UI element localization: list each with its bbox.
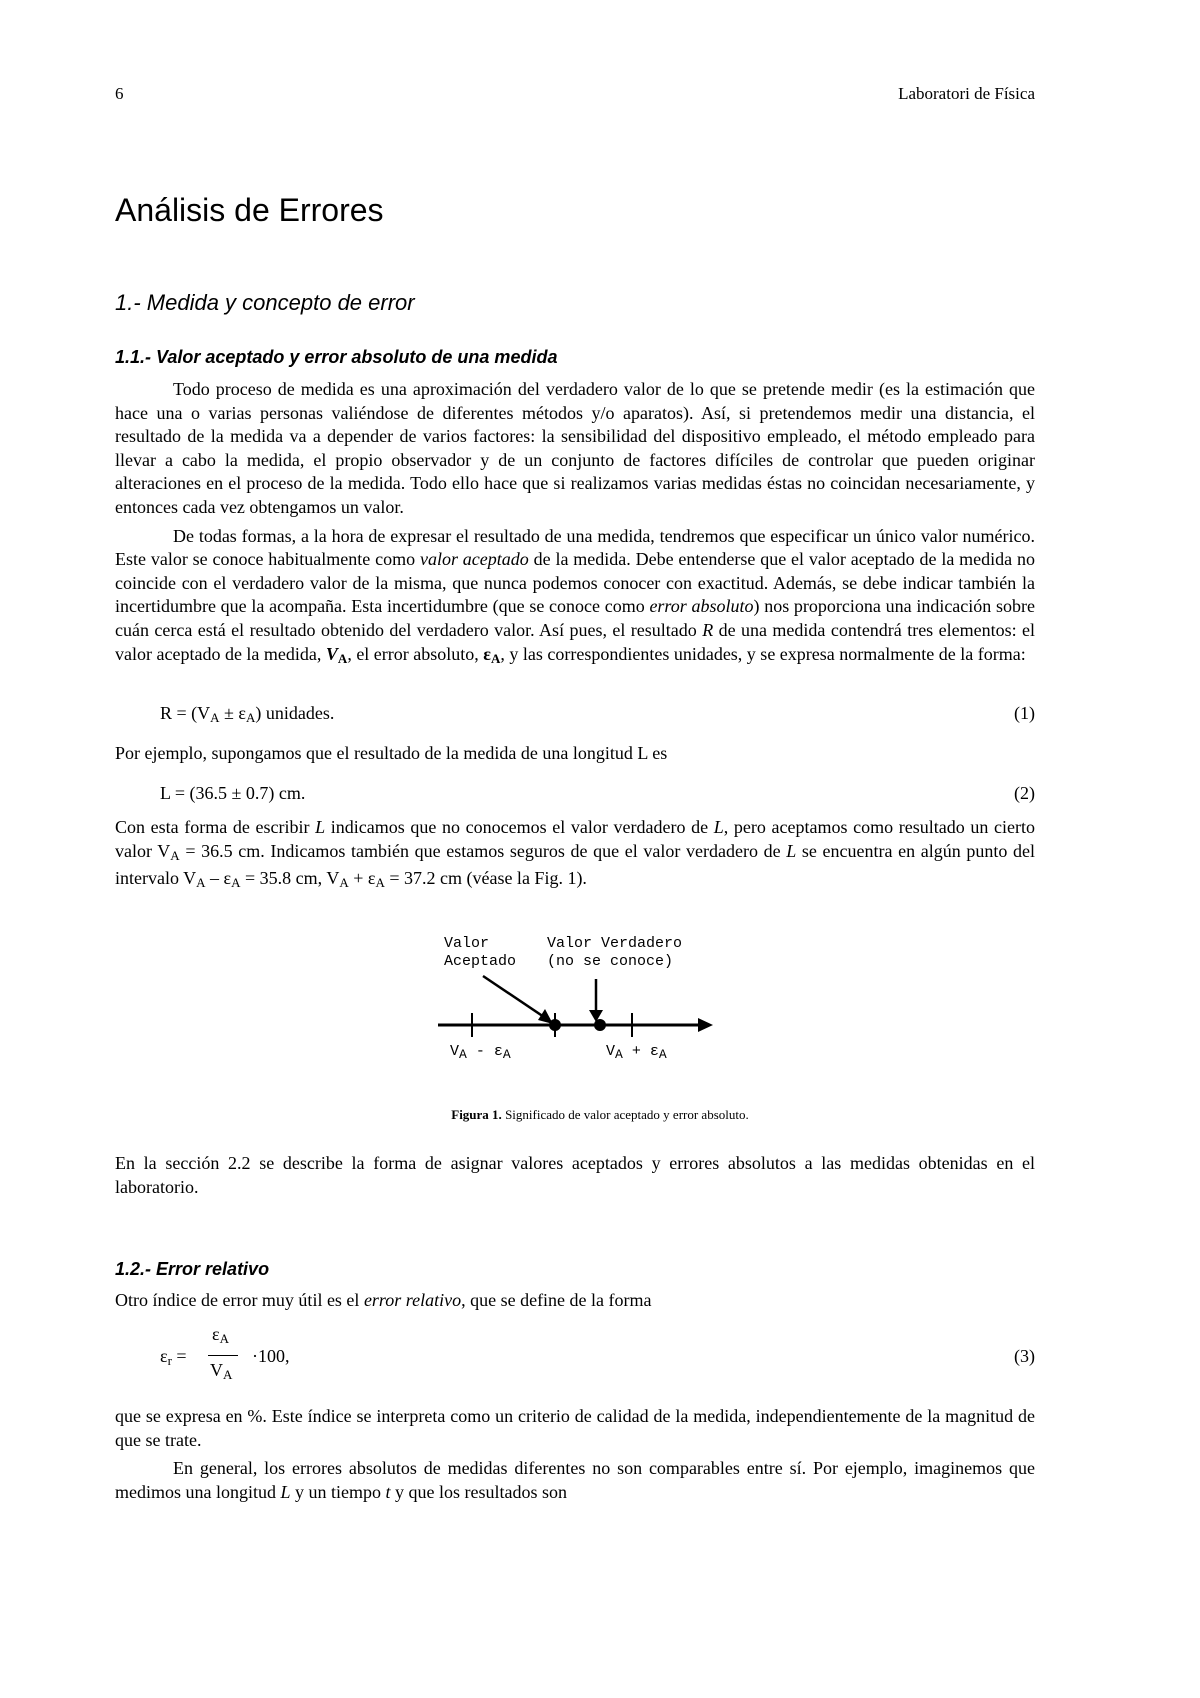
paragraph-3: Con esta forma de escribir L indicamos que no conocemos el valor verdadero de L, pero aceptamos como resultado un cierto valor $V_A = 36.5$ cm. Indicamos también que estamos seguros de que el valor verdadero de L se encuentra en algún punto del intervalo $V_A - \varepsilon_A = 35.8$ cm, $V_A + \varepsilon_A = 37.2$ cm (véase la Fig. 1). bbox=[115, 817, 1035, 891]
equation-3-denominator: $V_A$ bbox=[210, 1360, 233, 1382]
equation-3-lhs: $\varepsilon_r$ = bbox=[160, 1346, 187, 1368]
figure-caption: Figura 1. Significado de valor aceptado y error absoluto. bbox=[451, 1107, 749, 1122]
label-lower-bound: $V_A - \varepsilon_A$ bbox=[450, 1043, 511, 1062]
equation-3-number: (3) bbox=[1014, 1346, 1035, 1366]
paragraph-5: En general, los errores absolutos de medidas diferentes no son comparables entre sí. Por ejemplo, imaginemos que medimos una longitud L y un tiempo t y que los resultados son bbox=[115, 1458, 1035, 1502]
paragraph-4: que se expresa en %. Este índice se interpreta como un criterio de calidad de la medida, independientemente de la magnitud de que se trate. bbox=[115, 1406, 1035, 1450]
body-text-1 bbox=[115, 378, 1035, 670]
running-header bbox=[115, 84, 1035, 104]
accepted-arrow bbox=[483, 976, 547, 1019]
equation-1-body: $R = (V_A \pm \varepsilon_A)$ unidades. bbox=[160, 703, 335, 725]
after-figure-text: En la sección 2.2 se describe la forma de asignar valores aceptados y errores absolutos a las medidas obtenidas en el laboratorio. bbox=[115, 1153, 1035, 1197]
equation-3-tail: ·100, bbox=[252, 1346, 290, 1366]
running-title: Laboratori de Física bbox=[898, 84, 1035, 103]
paragraph-1: Todo proceso de medida es una aproximación del verdadero valor de lo que se pretende medir (es la estimación que hace una o varias personas valiéndose de diferentes métodos y/o aparatos). Así, si pretendemos medir una distancia, el resultado de la medida va a depender de varios factores: la sensibilidad del dispositivo empleado, el método empleado para llevar a cabo la medida, el propio observador y de un conjunto de factores difíciles de controlar que pueden originar alteraciones en el proceso de la medida. Todo ello hace que si realizamos varias medidas éstas no coincidan necesariamente, y entonces cada vez obtengamos un valor. bbox=[115, 379, 1035, 517]
equation-2-body: L = (36.5 ± 0.7) cm. bbox=[160, 783, 306, 803]
equation-3 bbox=[160, 1324, 1035, 1394]
equation-1-number: (1) bbox=[1014, 703, 1035, 723]
figure-1 bbox=[430, 925, 730, 1085]
page-number: 6 bbox=[115, 84, 124, 103]
example-intro: Por ejemplo, supongamos que el resultado de la medida de una longitud L es bbox=[115, 743, 668, 763]
section-heading: 1.- Medida y concepto de error bbox=[115, 290, 415, 315]
number-line-arrowhead bbox=[698, 1018, 713, 1032]
subsection-heading-1-2: 1.2.- Error relativo bbox=[115, 1259, 270, 1279]
fraction-bar bbox=[208, 1355, 238, 1356]
body-text-2 bbox=[115, 816, 1035, 895]
paragraph-2: De todas formas, a la hora de expresar el resultado de una medida, tendremos que especificar un único valor numérico. Este valor se conoce habitualmente como valor aceptado de la medida. Debe entenderse que el valor aceptado de la medida no coincide con el verdadero valor de la misma, que nunca podemos conocer con exactitud. Además, se debe indicar también la incertidumbre que la acompaña. Esta incertidumbre (que se conoce como error absoluto) nos proporciona una indicación sobre cuán cerca está el resultado obtenido del verdadero valor. Así pues, el resultado R de una medida contendrá tres elementos: el valor aceptado de la medida, $V_A$, el error absoluto, $\varepsilon_A$, y las correspondientes unidades, y se expresa normalmente de la forma: bbox=[115, 525, 1036, 666]
body-text-3 bbox=[115, 1405, 1035, 1504]
relative-error-intro: Otro índice de error muy útil es el error relativo, que se define de la forma bbox=[115, 1290, 652, 1310]
label-upper-bound: $V_A + \varepsilon_A$ bbox=[606, 1043, 667, 1062]
equation-2-number: (2) bbox=[1014, 783, 1035, 803]
equation-1 bbox=[160, 703, 1035, 726]
equation-3-numerator: $\varepsilon_A$ bbox=[212, 1324, 229, 1346]
subsection-heading-1-1: 1.1.- Valor aceptado y error absoluto de una medida bbox=[115, 347, 558, 367]
page-title: Análisis de Errores bbox=[115, 192, 384, 228]
label-valor-verdadero: Valor Verdadero (no se conoce) bbox=[547, 935, 683, 970]
equation-2 bbox=[160, 783, 1035, 804]
accepted-arrowhead bbox=[538, 1009, 553, 1024]
label-valor-aceptado: Valor Aceptado bbox=[444, 935, 517, 970]
